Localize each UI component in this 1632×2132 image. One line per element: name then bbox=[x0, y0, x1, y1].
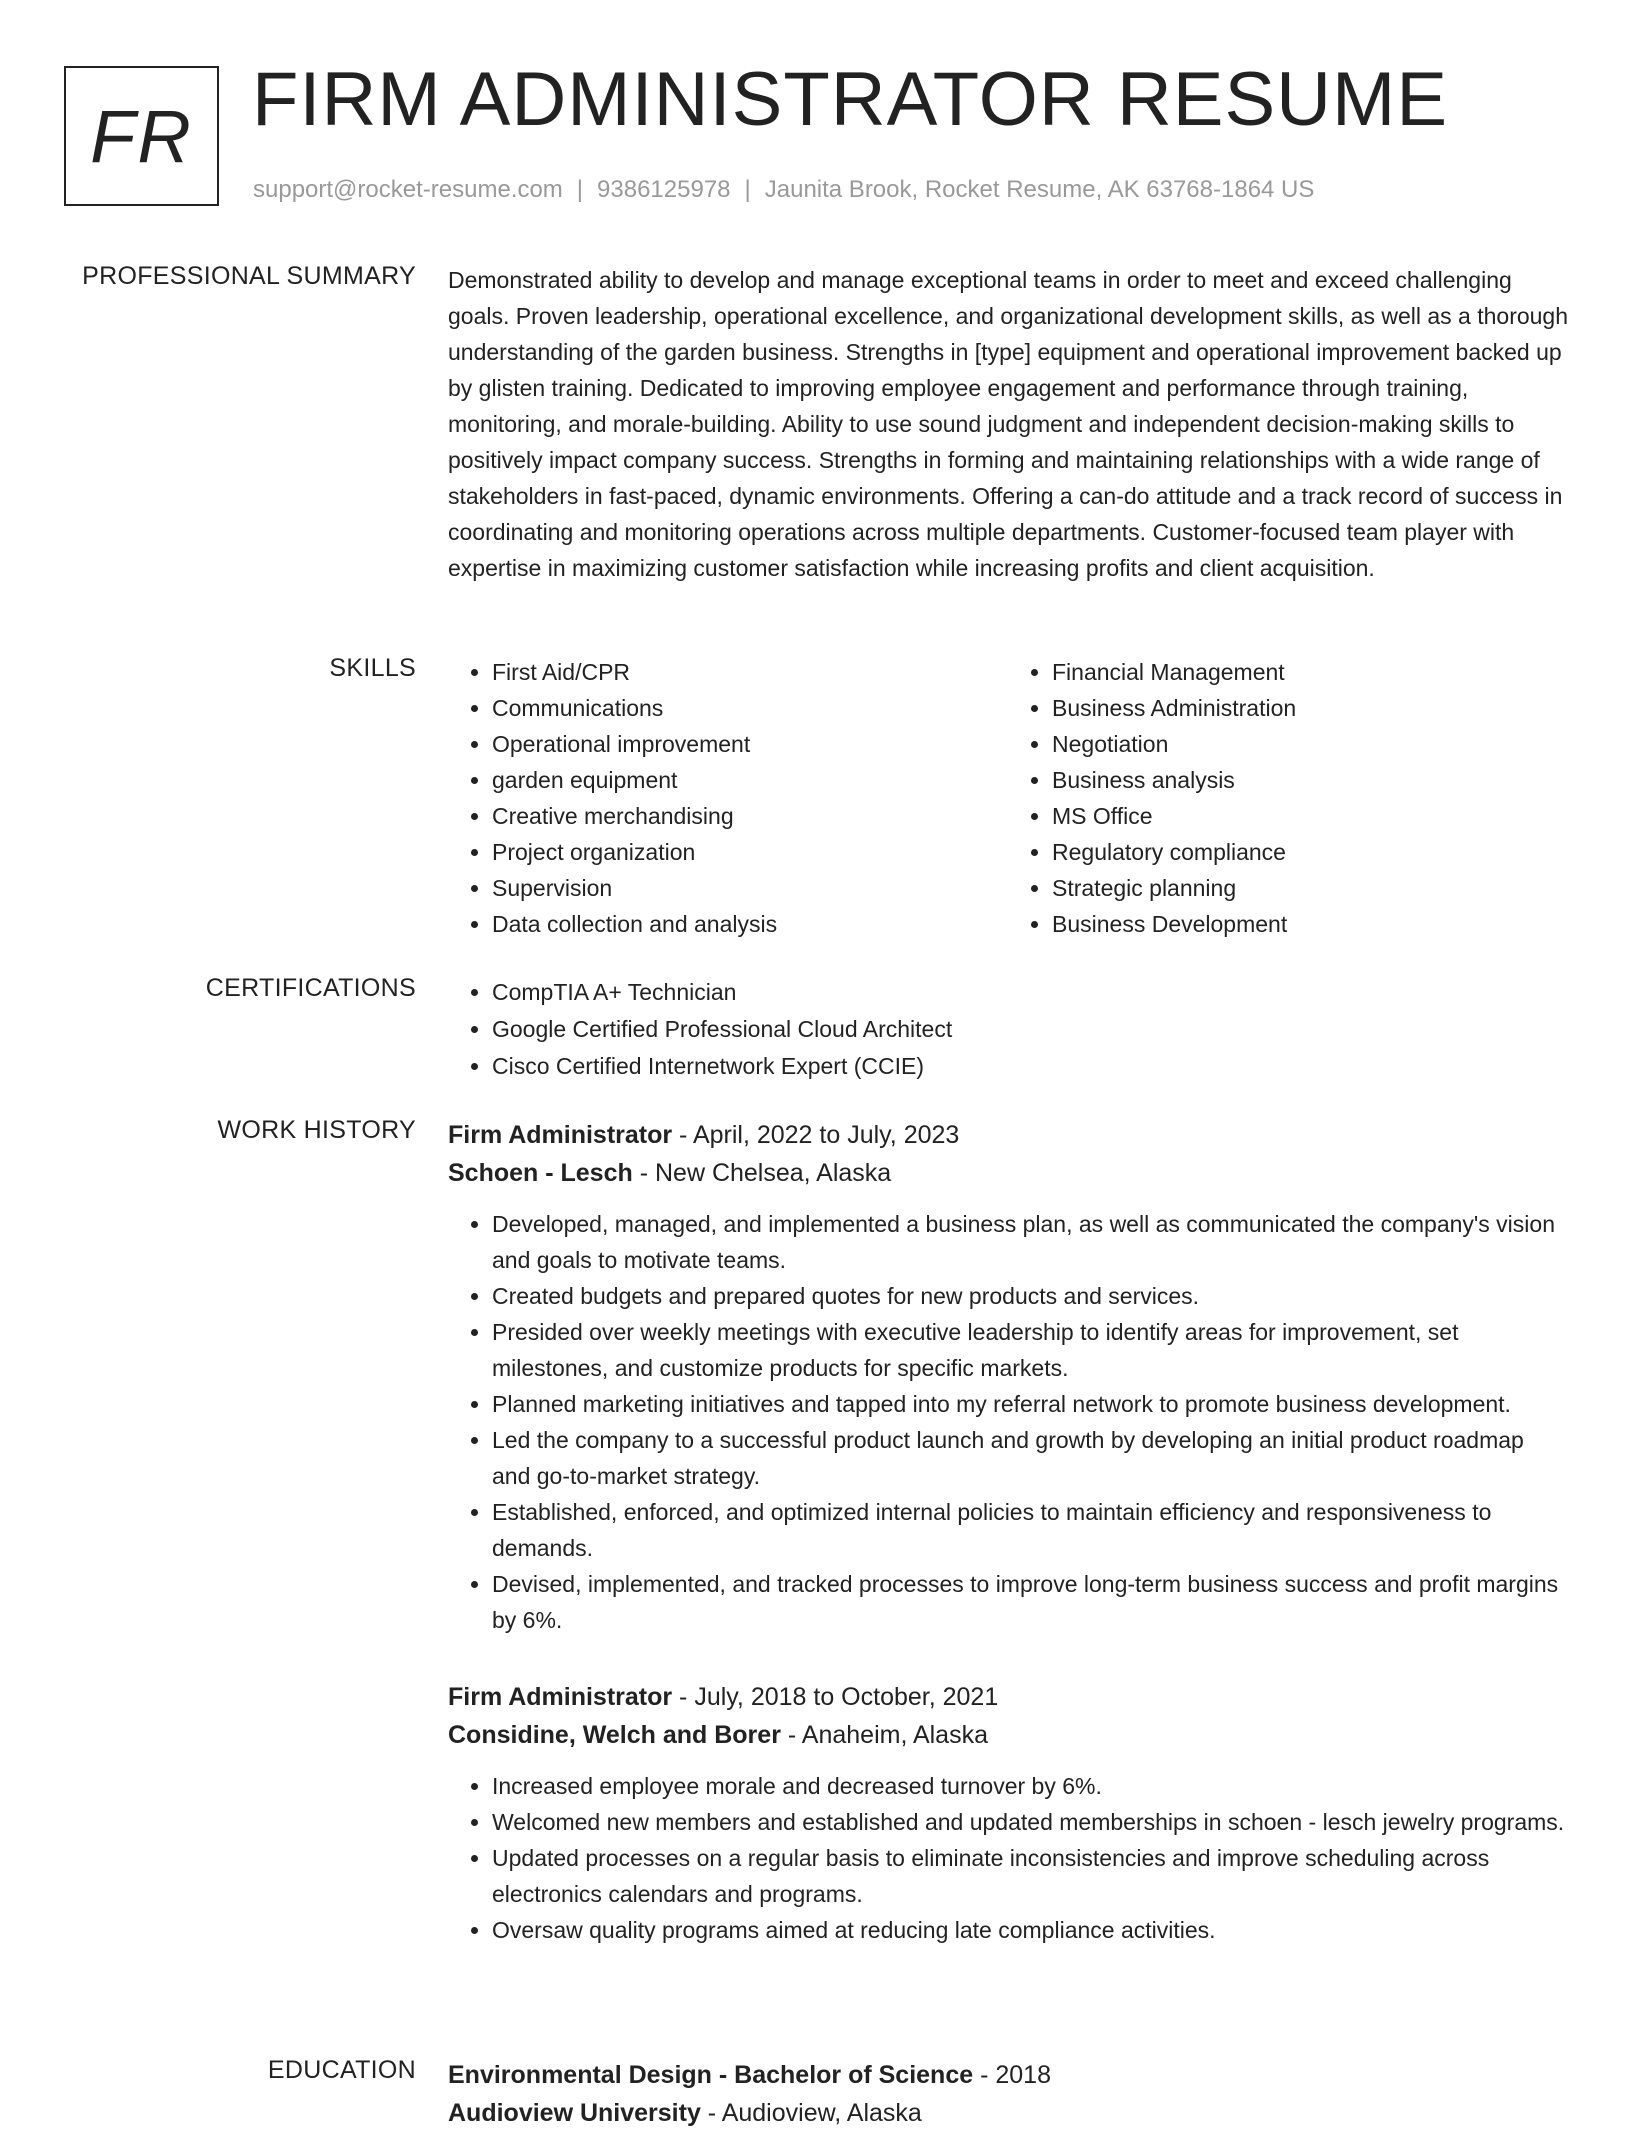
education-degree: Environmental Design - Bachelor of Science bbox=[448, 2061, 974, 2089]
job-company: Considine, Welch and Borer bbox=[448, 1721, 781, 1749]
job-title: Firm Administrator bbox=[448, 1121, 673, 1149]
section-label-certifications: CERTIFICATIONS bbox=[205, 974, 416, 1002]
skills-list-right bbox=[1008, 654, 1568, 942]
section-label-education: EDUCATION bbox=[267, 2056, 416, 2084]
contact-separator: | bbox=[576, 176, 584, 203]
skill-item: • First Aid/CPR bbox=[492, 654, 1008, 690]
skill-item: • Creative merchandising bbox=[492, 798, 1008, 834]
job-bullets bbox=[448, 1206, 1568, 1638]
skill-item: • Business Development bbox=[1052, 906, 1568, 942]
job-heading bbox=[448, 1678, 1568, 1716]
summary-text: Demonstrated ability to develop and manage exceptional teams in order to meet and exceed challenging goals. Proven leadership, operational excellence, and organizational development skills, as well as a thorough understanding of the garden business. Strengths in [type] equipment and operational improvement backed up by glisten training. Dedicated to improving employee engagement and performance through training, monitoring, and morale-building. Ability to use sound judgment and independent decision-making skills to positively impact company success. Strengths in forming and maintaining relationships with a wide range of stakeholders in fast-paced, dynamic environments. Offering a can-do attitude and a track record of success in coordinating and monitoring operations across multiple departments. Customer-focused team player with expertise in maximizing customer satisfaction while increasing profits and client acquisition. bbox=[448, 267, 1569, 581]
job-title: Firm Administrator bbox=[448, 1683, 673, 1711]
skill-item: • Operational improvement bbox=[492, 726, 1008, 762]
section-label-work-history: WORK HISTORY bbox=[217, 1116, 416, 1144]
job-bullet: • Presided over weekly meetings with executive leadership to identify areas for improvement, set milestones, and customize products for specific markets. bbox=[492, 1314, 1568, 1386]
job-location: - New Chelsea, Alaska bbox=[632, 1159, 892, 1187]
job-bullet: • Developed, managed, and implemented a business plan, as well as communicated the company's vision and goals to motivate teams. bbox=[492, 1206, 1568, 1278]
resume-title: FIRM ADMINISTRATOR RESUME bbox=[252, 57, 1449, 142]
job-company-line bbox=[448, 1154, 1568, 1192]
skill-item: • Financial Management bbox=[1052, 654, 1568, 690]
education-school: Audioview University bbox=[448, 2099, 701, 2127]
skill-item: • Business Administration bbox=[1052, 690, 1568, 726]
job-bullet: • Updated processes on a regular basis to eliminate inconsistencies and improve scheduling across electronics calendars and programs. bbox=[492, 1840, 1568, 1912]
section-label-skills: SKILLS bbox=[329, 654, 416, 682]
education-heading bbox=[448, 2056, 1568, 2094]
skill-item: • Negotiation bbox=[1052, 726, 1568, 762]
job-dates: - July, 2018 to October, 2021 bbox=[672, 1683, 999, 1711]
skill-item: • Communications bbox=[492, 690, 1008, 726]
contact-email: support@rocket-resume.com bbox=[253, 176, 563, 203]
skill-item: • Business analysis bbox=[1052, 762, 1568, 798]
contact-phone: 9386125978 bbox=[597, 176, 731, 203]
skill-item: • Project organization bbox=[492, 834, 1008, 870]
job-bullet: • Planned marketing initiatives and tapped into my referral network to promote business development. bbox=[492, 1386, 1568, 1422]
certifications-list bbox=[448, 974, 1568, 1085]
skill-item: • MS Office bbox=[1052, 798, 1568, 834]
job-entry bbox=[448, 1678, 1568, 1948]
contact-address: Jaunita Brook, Rocket Resume, AK 63768-1864 US bbox=[764, 176, 1315, 203]
job-bullets bbox=[448, 1768, 1568, 1948]
certification-item: • CompTIA A+ Technician bbox=[492, 974, 1568, 1011]
certification-item: • Google Certified Professional Cloud Architect bbox=[492, 1011, 1568, 1048]
education-school-line bbox=[448, 2094, 1568, 2132]
job-entry bbox=[448, 1116, 1568, 1638]
job-company-line bbox=[448, 1716, 1568, 1754]
job-heading bbox=[448, 1116, 1568, 1154]
contact-separator: | bbox=[744, 176, 751, 203]
job-dates: - April, 2022 to July, 2023 bbox=[672, 1121, 960, 1149]
job-bullet: • Devised, implemented, and tracked processes to improve long-term business success and profit margins by 6%. bbox=[492, 1566, 1568, 1638]
skill-item: • Strategic planning bbox=[1052, 870, 1568, 906]
education-location: - Audioview, Alaska bbox=[700, 2099, 922, 2127]
job-location: - Anaheim, Alaska bbox=[780, 1721, 988, 1749]
section-label-summary: PROFESSIONAL SUMMARY bbox=[82, 262, 416, 290]
skill-item: • Data collection and analysis bbox=[492, 906, 1008, 942]
contact-line bbox=[253, 176, 1314, 204]
education-year: - 2018 bbox=[973, 2061, 1051, 2089]
skill-item: • Supervision bbox=[492, 870, 1008, 906]
job-bullet: • Led the company to a successful product launch and growth by developing an initial product roadmap and go-to-market strategy. bbox=[492, 1422, 1568, 1494]
certification-item: • Cisco Certified Internetwork Expert (CCIE) bbox=[492, 1048, 1568, 1085]
job-bullet: • Oversaw quality programs aimed at reducing late compliance activities. bbox=[492, 1912, 1568, 1948]
monogram: FR bbox=[64, 66, 219, 206]
job-bullet: • Welcomed new members and established and updated memberships in schoen - lesch jewelry programs. bbox=[492, 1804, 1568, 1840]
skill-item: • garden equipment bbox=[492, 762, 1008, 798]
job-bullet: • Established, enforced, and optimized internal policies to maintain efficiency and responsiveness to demands. bbox=[492, 1494, 1568, 1566]
skills-list-left bbox=[448, 654, 1008, 942]
skill-item: • Regulatory compliance bbox=[1052, 834, 1568, 870]
job-company: Schoen - Lesch bbox=[448, 1159, 633, 1187]
job-bullet: • Created budgets and prepared quotes for new products and services. bbox=[492, 1278, 1568, 1314]
job-bullet: • Increased employee morale and decreased turnover by 6%. bbox=[492, 1768, 1568, 1804]
